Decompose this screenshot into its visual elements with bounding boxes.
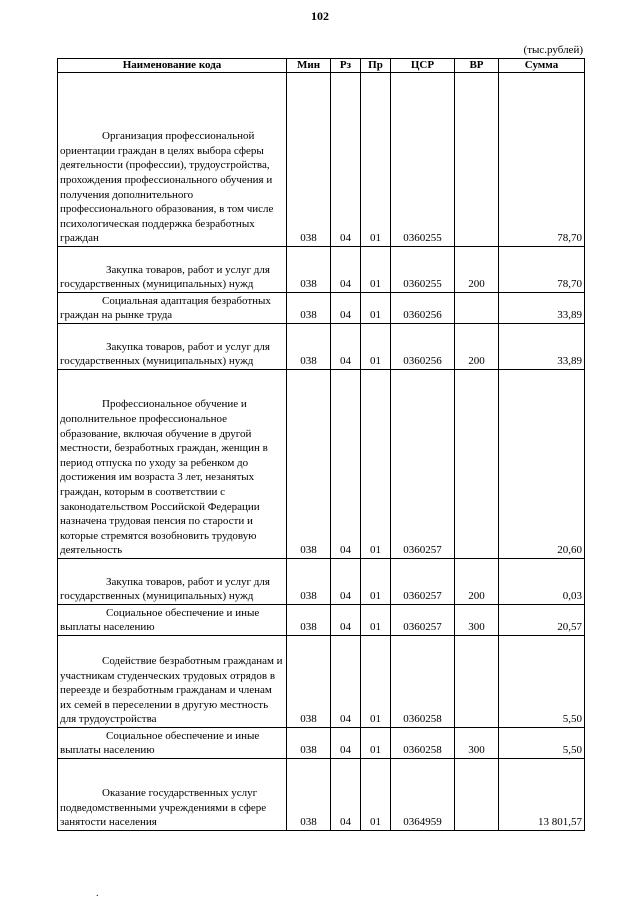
table-row <box>58 759 585 831</box>
row-vr <box>455 636 499 728</box>
row-pr: 01 <box>361 73 391 247</box>
table-row <box>58 73 585 247</box>
row-rz: 04 <box>331 370 361 559</box>
header-name: Наименование кода <box>58 59 287 73</box>
header-rz: Рз <box>331 59 361 73</box>
row-csr: 0360256 <box>391 293 455 324</box>
row-name: Социальное обеспечение и иные выплаты населению <box>58 605 287 636</box>
row-sum: 78,70 <box>499 247 585 293</box>
row-name: Социальное обеспечение и иные выплаты населению <box>58 728 287 759</box>
row-min: 038 <box>287 728 331 759</box>
table-row <box>58 324 585 370</box>
row-pr: 01 <box>361 324 391 370</box>
row-vr: 200 <box>455 324 499 370</box>
table-row <box>58 636 585 728</box>
row-sum: 33,89 <box>499 293 585 324</box>
units-label: (тыс.рублей) <box>523 44 583 56</box>
scan-mark: . <box>96 888 99 899</box>
budget-table <box>57 58 585 831</box>
row-csr: 0360255 <box>391 247 455 293</box>
row-name: Закупка товаров, работ и услуг для государственных (муниципальных) нужд <box>58 324 287 370</box>
row-sum: 5,50 <box>499 636 585 728</box>
row-vr <box>455 759 499 831</box>
header-csr: ЦСР <box>391 59 455 73</box>
row-name: Содействие безработным гражданам и участникам студенческих трудовых отрядов в переезде и безработным гражданам и членам их семей в переселении в другую местность для трудоустройства <box>58 636 287 728</box>
row-rz: 04 <box>331 759 361 831</box>
row-vr: 200 <box>455 559 499 605</box>
row-rz: 04 <box>331 73 361 247</box>
row-sum: 5,50 <box>499 728 585 759</box>
row-sum: 13 801,57 <box>499 759 585 831</box>
header-pr: Пр <box>361 59 391 73</box>
row-rz: 04 <box>331 636 361 728</box>
row-csr: 0360258 <box>391 728 455 759</box>
row-csr: 0360257 <box>391 559 455 605</box>
row-rz: 04 <box>331 559 361 605</box>
row-pr: 01 <box>361 370 391 559</box>
row-vr <box>455 73 499 247</box>
row-csr: 0360255 <box>391 73 455 247</box>
row-vr <box>455 370 499 559</box>
table-row <box>58 728 585 759</box>
row-sum: 33,89 <box>499 324 585 370</box>
row-rz: 04 <box>331 728 361 759</box>
row-rz: 04 <box>331 247 361 293</box>
row-vr: 300 <box>455 605 499 636</box>
table-row <box>58 370 585 559</box>
row-pr: 01 <box>361 247 391 293</box>
row-pr: 01 <box>361 293 391 324</box>
row-min: 038 <box>287 324 331 370</box>
row-sum: 78,70 <box>499 73 585 247</box>
row-pr: 01 <box>361 759 391 831</box>
row-min: 038 <box>287 247 331 293</box>
table-row <box>58 559 585 605</box>
row-min: 038 <box>287 605 331 636</box>
row-sum: 0,03 <box>499 559 585 605</box>
row-rz: 04 <box>331 605 361 636</box>
row-rz: 04 <box>331 293 361 324</box>
row-csr: 0360258 <box>391 636 455 728</box>
row-csr: 0360256 <box>391 324 455 370</box>
row-name: Закупка товаров, работ и услуг для государственных (муниципальных) нужд <box>58 247 287 293</box>
row-min: 038 <box>287 759 331 831</box>
row-min: 038 <box>287 370 331 559</box>
header-min: Мин <box>287 59 331 73</box>
row-pr: 01 <box>361 559 391 605</box>
page-number: 102 <box>311 9 329 23</box>
row-vr <box>455 293 499 324</box>
table-row <box>58 293 585 324</box>
row-rz: 04 <box>331 324 361 370</box>
header-sum: Сумма <box>499 59 585 73</box>
table-row <box>58 247 585 293</box>
row-name: Оказание государственных услуг подведомственными учреждениями в сфере занятости населения <box>58 759 287 831</box>
row-min: 038 <box>287 636 331 728</box>
row-csr: 0360257 <box>391 370 455 559</box>
row-name: Закупка товаров, работ и услуг для государственных (муниципальных) нужд <box>58 559 287 605</box>
table-row <box>58 605 585 636</box>
row-min: 038 <box>287 293 331 324</box>
row-vr: 300 <box>455 728 499 759</box>
row-name: Социальная адаптация безработных граждан на рынке труда <box>58 293 287 324</box>
row-name: Профессиональное обучение и дополнительное профессиональное образование, включая обучение в другой местности, безработных граждан, женщин в период отпуска по уходу за ребенком до достижения им возраста 3 лет, незанятых граждан, которым в соответствии с законодательством Российской Федерации назначена трудовая пенсия по старости и которые стремятся возобновить трудовую деятельность <box>58 370 287 559</box>
row-pr: 01 <box>361 636 391 728</box>
row-min: 038 <box>287 73 331 247</box>
row-pr: 01 <box>361 728 391 759</box>
table-header-row <box>58 59 585 73</box>
row-name: Организация профессиональной ориентации граждан в целях выбора сферы деятельности (профессии), трудоустройства, прохождения профессионального обучения и получения дополнительного профессионального образования, в том числе психологическая поддержка безработных граждан <box>58 73 287 247</box>
row-sum: 20,57 <box>499 605 585 636</box>
row-min: 038 <box>287 559 331 605</box>
row-pr: 01 <box>361 605 391 636</box>
row-csr: 0364959 <box>391 759 455 831</box>
row-sum: 20,60 <box>499 370 585 559</box>
row-vr: 200 <box>455 247 499 293</box>
header-vr: ВР <box>455 59 499 73</box>
row-csr: 0360257 <box>391 605 455 636</box>
